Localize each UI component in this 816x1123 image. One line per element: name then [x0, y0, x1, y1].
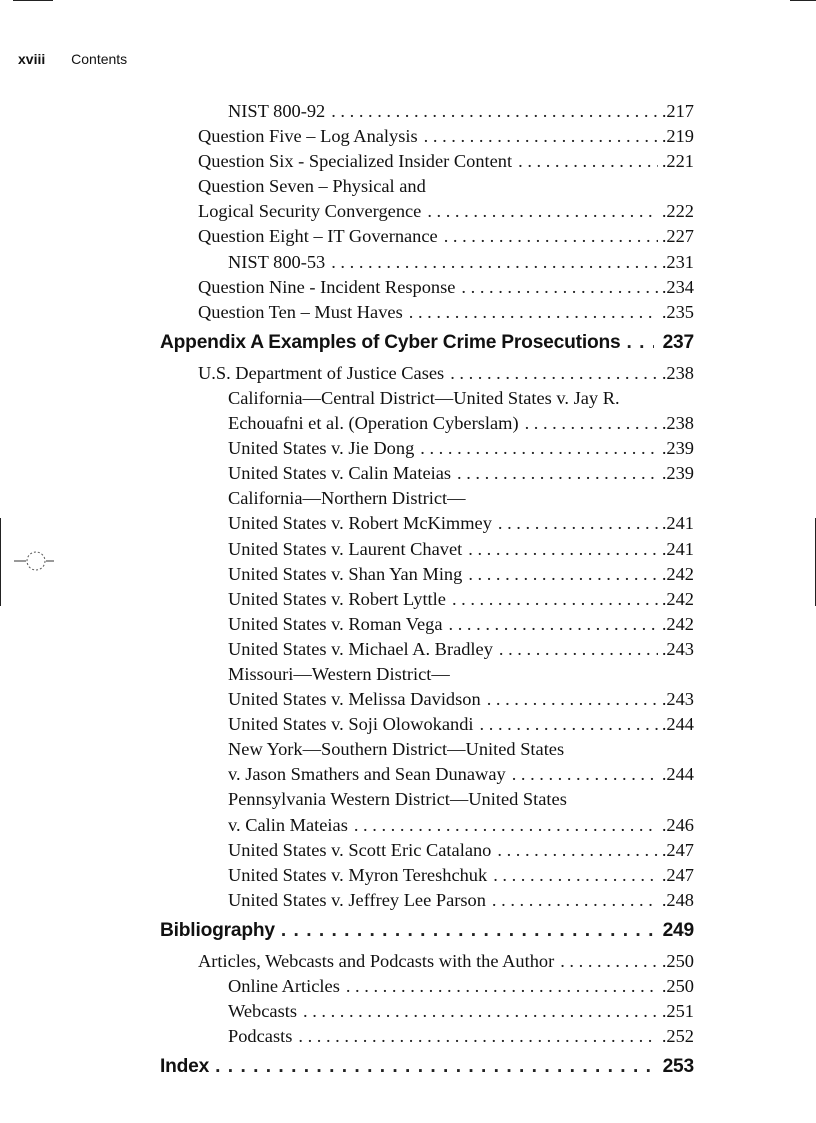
toc-entry	[0, 99, 816, 124]
toc-dot-leader	[512, 762, 658, 787]
toc-entry-title: United States v. Jie Dong	[228, 438, 415, 459]
toc-page-number: .231	[661, 251, 694, 272]
toc-entry-title: Question Ten – Must Haves	[198, 301, 403, 322]
toc-entry-title: Appendix A Examples of Cyber Crime Prosecutions	[160, 331, 621, 353]
toc-chapter-entry	[0, 1049, 816, 1085]
toc-dot-leader	[331, 99, 658, 124]
toc-entry	[0, 587, 816, 612]
toc-chapter-entry	[0, 913, 816, 949]
running-head	[18, 51, 127, 67]
toc-entry	[0, 461, 816, 486]
toc-entry	[0, 1024, 816, 1049]
toc-entry-title: United States v. Melissa Davidson	[228, 689, 481, 710]
toc-page-number: .241	[661, 538, 694, 559]
toc-entry-title: Question Seven – Physical and	[198, 176, 426, 197]
toc-dot-leader	[457, 461, 658, 486]
toc-entry-title: Pennsylvania Western District—United States	[228, 789, 567, 810]
toc-page-number: .235	[661, 301, 694, 322]
toc-entry-title: New York—Southern District—United States	[228, 739, 565, 760]
toc-dot-leader	[281, 913, 654, 949]
toc-entry-title: California—Northern District—	[228, 488, 466, 509]
toc-entry	[0, 637, 816, 662]
toc-entry-title: United States v. Calin Mateias	[228, 463, 452, 484]
toc-page-number: .247	[661, 864, 694, 885]
toc-page-number: .242	[661, 563, 694, 584]
toc-entry-title: Question Five – Log Analysis	[198, 126, 418, 147]
toc-entry	[0, 486, 816, 511]
toc-entry-title: NIST 800-53	[228, 251, 326, 272]
toc-dot-leader	[450, 361, 658, 386]
toc-entry-title: United States v. Roman Vega	[228, 613, 443, 634]
toc-entry-title: Webcasts	[228, 1001, 297, 1022]
toc-dot-leader	[518, 149, 658, 174]
toc-entry	[0, 712, 816, 737]
toc-entry-title: United States v. Scott Eric Catalano	[228, 839, 492, 860]
toc-entry-title: United States v. Soji Olowokandi	[228, 714, 474, 735]
page-folio: xviii	[18, 51, 46, 67]
toc-page-number: .241	[661, 513, 694, 534]
toc-entry-title: U.S. Department of Justice Cases	[198, 362, 445, 383]
toc-entry-title: Question Six - Specialized Insider Content	[198, 151, 513, 172]
toc-entry-title: United States v. Robert McKimmey	[228, 513, 492, 534]
toc-dot-leader	[499, 637, 658, 662]
toc-entry	[0, 737, 816, 762]
toc-page-number: .242	[661, 613, 694, 634]
toc-dot-leader	[626, 325, 654, 361]
toc-entry-title: Online Articles	[228, 976, 340, 996]
toc-entry-title: United States v. Michael A. Bradley	[228, 638, 493, 659]
toc-dot-leader	[560, 949, 658, 974]
toc-dot-leader	[409, 300, 658, 325]
toc-entry	[0, 687, 816, 712]
toc-page-number: .243	[661, 689, 694, 710]
toc-entry	[0, 612, 816, 637]
toc-page-number: .222	[661, 201, 694, 222]
toc-page-number: .227	[661, 226, 694, 247]
toc-entry	[0, 511, 816, 536]
toc-dot-leader	[331, 250, 658, 275]
toc-entry	[0, 124, 816, 149]
toc-entry-title: v. Jason Smathers and Sean Dunaway	[228, 764, 506, 785]
toc-entry-title: NIST 800-92	[228, 101, 326, 121]
toc-entry-title: United States v. Shan Yan Ming	[228, 563, 463, 584]
toc-entry-title: Articles, Webcasts and Podcasts with the Author	[198, 950, 555, 971]
toc-dot-leader	[420, 436, 658, 461]
toc-entry	[0, 787, 816, 812]
toc-entry-title: Question Eight – IT Governance	[198, 226, 438, 247]
toc-entry	[0, 838, 816, 863]
toc-page-number: .239	[661, 438, 694, 459]
toc-entry	[0, 361, 816, 386]
toc-entry-title: Bibliography	[160, 919, 275, 941]
toc-entry-title: United States v. Myron Tereshchuk	[228, 864, 488, 885]
toc-entry-title: United States v. Laurent Chavet	[228, 538, 463, 559]
toc-page-number: .252	[661, 1026, 694, 1047]
toc-entry	[0, 562, 816, 587]
toc-dot-leader	[424, 124, 658, 149]
toc-entry-title: United States v. Robert Lyttle	[228, 588, 446, 609]
toc-entry-title: Missouri—Western District—	[228, 663, 450, 684]
toc-dot-leader	[468, 562, 658, 587]
toc-dot-leader	[215, 1049, 654, 1085]
toc-dot-leader	[427, 199, 658, 224]
toc-page-number: 253	[662, 1056, 694, 1078]
toc-dot-leader	[487, 687, 658, 712]
toc-page-number: .234	[661, 276, 694, 297]
toc-entry	[0, 999, 816, 1024]
toc-page-number: .244	[661, 714, 694, 735]
toc-page-number: .238	[661, 413, 694, 434]
toc-entry	[0, 537, 816, 562]
toc-page-number: .251	[661, 1001, 694, 1022]
toc-entry-title: Index	[160, 1056, 210, 1078]
toc-dot-leader	[493, 863, 658, 888]
toc-dot-leader	[492, 888, 658, 913]
toc-dot-leader	[525, 411, 658, 436]
toc-entry-title: California—Central District—United States v. Jay R.	[228, 387, 620, 408]
toc-page-number: .247	[661, 839, 694, 860]
toc-entry	[0, 974, 816, 999]
top-left-rule	[13, 0, 53, 1]
toc-entry	[0, 436, 816, 461]
table-of-contents	[0, 99, 816, 1085]
toc-page-number: 237	[662, 331, 694, 353]
toc-page-number: .246	[661, 814, 694, 835]
toc-entry	[0, 949, 816, 974]
toc-dot-leader	[449, 612, 658, 637]
toc-dot-leader	[468, 537, 658, 562]
toc-entry	[0, 149, 816, 174]
top-right-rule	[790, 0, 816, 1]
toc-page-number: .239	[661, 463, 694, 484]
toc-dot-leader	[461, 275, 658, 300]
toc-dot-leader	[298, 1024, 658, 1049]
toc-dot-leader	[480, 712, 658, 737]
toc-entry	[0, 411, 816, 436]
toc-entry	[0, 813, 816, 838]
toc-entry	[0, 174, 816, 199]
toc-dot-leader	[303, 999, 658, 1024]
toc-entry	[0, 386, 816, 411]
toc-entry	[0, 224, 816, 249]
toc-dot-leader	[498, 511, 658, 536]
toc-page-number: .238	[661, 362, 694, 383]
toc-page-number: .217	[661, 101, 694, 121]
toc-dot-leader	[497, 838, 658, 863]
toc-entry	[0, 250, 816, 275]
toc-dot-leader	[452, 587, 658, 612]
toc-entry-title: Podcasts	[228, 1026, 293, 1047]
toc-entry	[0, 762, 816, 787]
toc-entry	[0, 888, 816, 913]
toc-entry	[0, 275, 816, 300]
toc-page-number: .244	[661, 764, 694, 785]
toc-entry-title: v. Calin Mateias	[228, 814, 348, 835]
toc-entry	[0, 662, 816, 687]
toc-dot-leader	[346, 974, 658, 999]
toc-page-number: .248	[661, 889, 694, 910]
toc-page-number: .221	[661, 151, 694, 172]
toc-dot-leader	[444, 224, 658, 249]
toc-entry	[0, 863, 816, 888]
toc-entry	[0, 300, 816, 325]
toc-page-number: .243	[661, 638, 694, 659]
toc-entry-title: United States v. Jeffrey Lee Parson	[228, 889, 486, 910]
toc-dot-leader	[354, 813, 658, 838]
toc-page-number: .250	[661, 950, 694, 971]
toc-chapter-entry	[0, 325, 816, 361]
toc-entry	[0, 199, 816, 224]
toc-page-number: .242	[661, 588, 694, 609]
toc-entry-title: Question Nine - Incident Response	[198, 276, 456, 297]
toc-page-number: .219	[661, 126, 694, 147]
toc-page-number: 249	[662, 919, 694, 941]
running-head-title: Contents	[71, 51, 128, 67]
toc-page-number: .250	[661, 976, 694, 996]
toc-entry-title: Logical Security Convergence	[198, 201, 422, 222]
toc-entry-title: Echouafni et al. (Operation Cyberslam)	[228, 413, 519, 434]
